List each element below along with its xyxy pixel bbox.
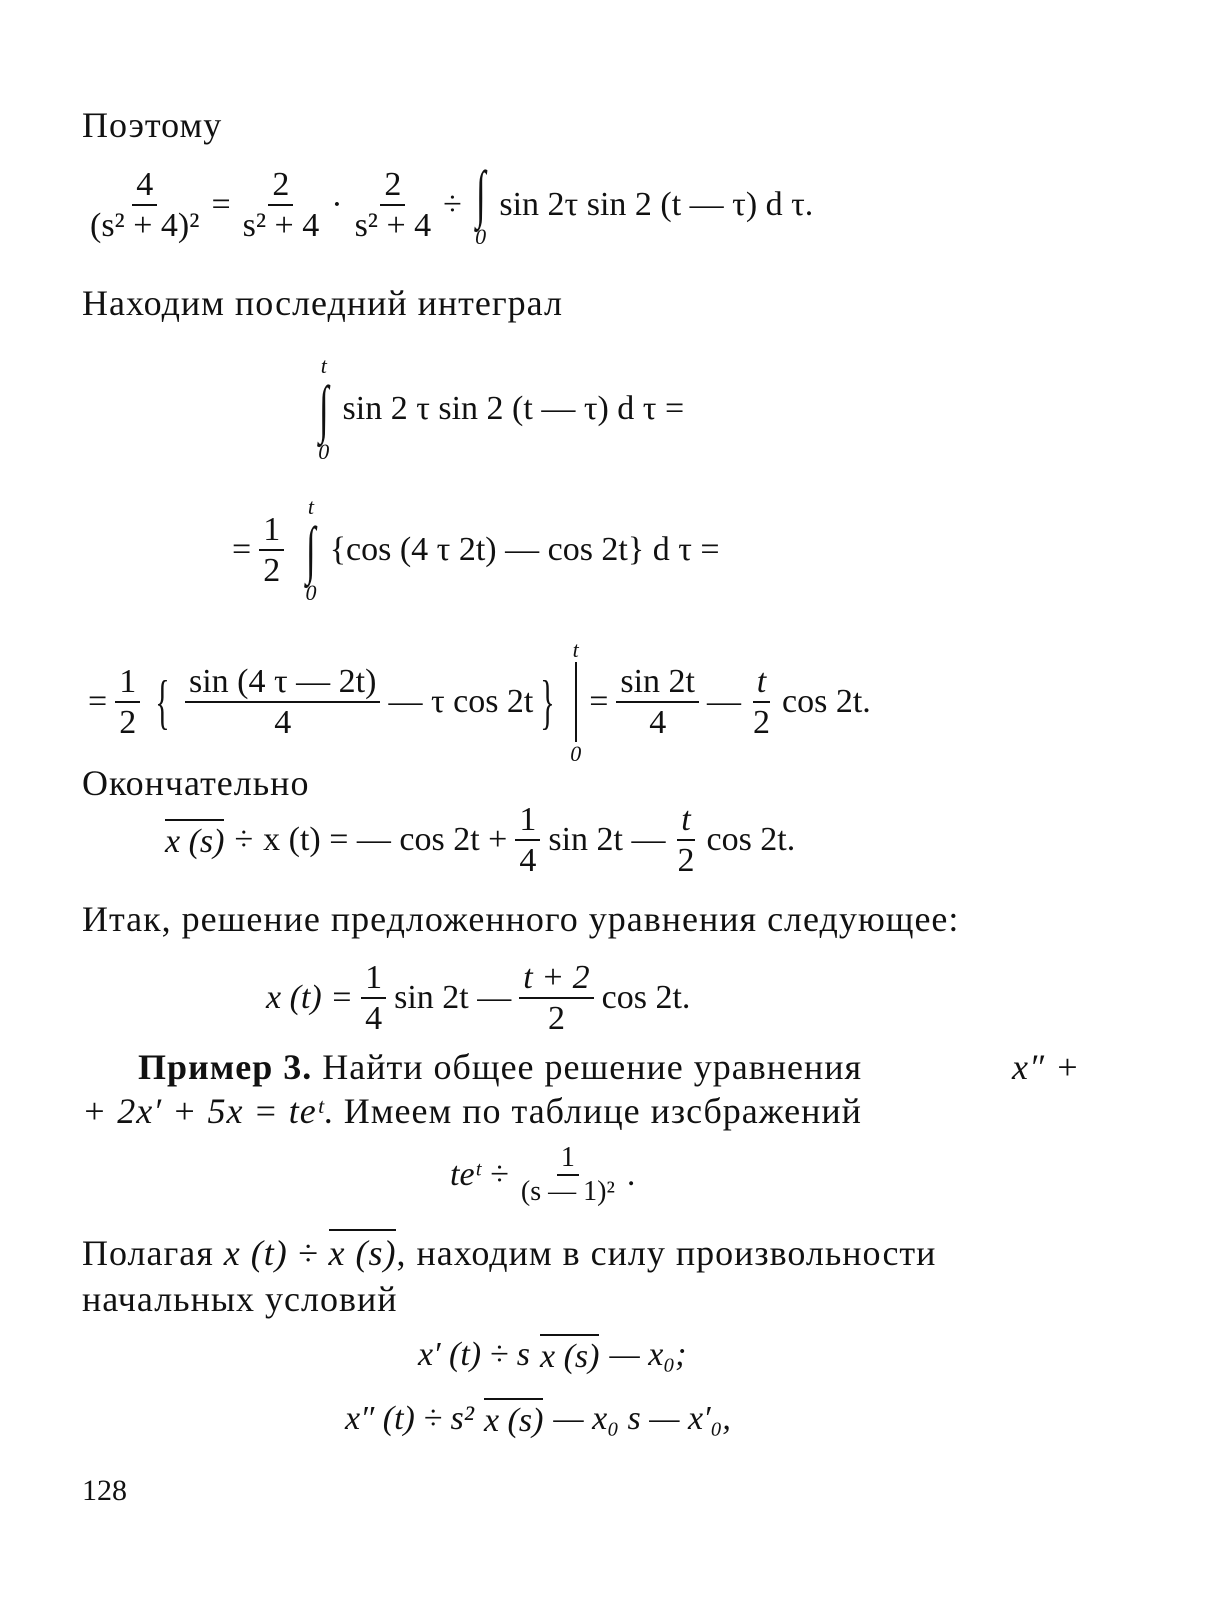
denominator: 4 xyxy=(649,704,667,742)
fraction-sin2t-over-4 xyxy=(616,662,699,742)
equation-rest: + 2x′ + 5x = teᵗ xyxy=(82,1091,324,1131)
denominator: 2 xyxy=(119,704,137,742)
numerator: 1 xyxy=(115,662,140,703)
equation-convolution: $\frac{4}{\text{(s² + 4)²}}$ = $\frac{2}{\text{s² + 4}}$ · $\frac{2}{\text{s² + 4}}$ ÷ ∫ 0 sin 2τ sin 2 (t — τ) d τ. xyxy=(78,162,813,248)
equals-sign: = xyxy=(211,186,231,223)
polagaya-rest: , находим в силу произвольности xyxy=(396,1233,937,1273)
numerator: sin (4 τ — 2t) xyxy=(185,662,380,703)
denominator: 4 xyxy=(519,842,537,880)
numerator: 1 xyxy=(515,800,540,841)
te-t: teᵗ xyxy=(450,1156,481,1194)
fraction-t-over-2 xyxy=(749,662,774,742)
left-brace: { xyxy=(155,669,170,736)
xt-expression: x (t) = — cos 2t + xyxy=(263,821,508,859)
lower-limit: 0 xyxy=(318,439,330,464)
fraction-half xyxy=(259,510,284,590)
equation-integral-2 xyxy=(232,496,720,604)
xt-corr: x (t) ÷ xyxy=(223,1233,319,1273)
denominator: (s — 1)² xyxy=(520,1176,615,1208)
fraction-sin4 xyxy=(185,662,380,742)
example-equation-start: x″ + xyxy=(1012,1047,1081,1087)
word-polagaya: Полагая xyxy=(82,1233,214,1273)
fraction-2-over-s2p4-b xyxy=(351,165,436,245)
table-text: . Имеем по таблице изсбражений xyxy=(323,1091,862,1131)
numerator: 1 xyxy=(259,510,284,551)
numerator: 1 xyxy=(361,958,386,999)
word-poetomu: Поэтому xyxy=(82,105,223,145)
page-number: 128 xyxy=(82,1474,127,1507)
overlined-xs: x (s) xyxy=(484,1398,543,1440)
numerator: 2 xyxy=(380,165,405,206)
integral-symbol: ∫ xyxy=(318,373,329,444)
denominator: s² + 4 xyxy=(242,207,320,244)
example-label: Пример 3. xyxy=(138,1047,313,1087)
example-3-line-1 xyxy=(138,1046,862,1088)
correspondence-sign: ÷ xyxy=(490,1156,509,1194)
denominator: 2 xyxy=(263,552,281,589)
denominator: 4 xyxy=(274,704,292,742)
sin-term: sin 2t — xyxy=(548,821,666,859)
example-text: Найти общее решение уравнения xyxy=(322,1047,863,1087)
equation-x-double-prime xyxy=(345,1398,731,1440)
right-brace: } xyxy=(540,669,555,736)
overlined-xs: x (s) xyxy=(540,1334,599,1376)
integral-symbol: ∫ xyxy=(306,514,316,585)
equals-sign: = xyxy=(232,531,252,568)
text-nakhodim: Находим последний интеграл xyxy=(82,283,563,323)
denominator: 2 xyxy=(547,1000,565,1038)
equation-image xyxy=(450,1142,635,1208)
numerator: t xyxy=(753,662,770,703)
integral-sign xyxy=(302,496,320,604)
numerator: t xyxy=(677,800,694,841)
lower-limit: 0 xyxy=(305,580,317,605)
integral-sign xyxy=(315,355,333,463)
minus-x0-s: — x₀ s — x′₀, xyxy=(553,1400,731,1437)
text-polagaya-line xyxy=(82,1232,936,1274)
integrand: sin 2τ sin 2 (t — τ) d τ. xyxy=(499,186,814,223)
fraction-t-plus-2-over-2 xyxy=(519,958,593,1038)
denominator: s² + 4 xyxy=(354,207,432,244)
integral-sign xyxy=(472,158,490,249)
numerator: 4 xyxy=(132,165,157,206)
example-3-line-2 xyxy=(82,1090,862,1132)
denominator: 4 xyxy=(365,1000,383,1038)
evaluation-bar xyxy=(570,638,581,766)
xdprime-expr: x″ (t) ÷ s² xyxy=(345,1400,474,1437)
fraction-4-over-s2p4sq xyxy=(86,165,203,245)
denominator: 2 xyxy=(753,704,770,742)
xprime-expr: x′ (t) ÷ s xyxy=(418,1336,531,1373)
equation-solution xyxy=(266,958,690,1038)
minus-sign: — xyxy=(707,683,741,721)
fraction-2-over-s2p4-a xyxy=(239,165,324,245)
xt-label: x (t) = xyxy=(266,979,354,1017)
numerator: sin 2t xyxy=(616,662,699,703)
equation-integral-3 xyxy=(88,638,871,766)
equals-sign: = xyxy=(589,683,609,721)
fraction-half xyxy=(115,662,140,742)
overlined-xs: x (s) xyxy=(165,819,224,861)
denominator: (s² + 4)² xyxy=(90,207,200,244)
equation-integral-1 xyxy=(305,355,684,463)
integrand: sin 2 τ sin 2 (t — τ) d τ = xyxy=(342,390,685,427)
text-itak: Итак, решение предложенного уравнения следующее: xyxy=(82,899,960,939)
fraction-1-over-s-minus-1-sq xyxy=(517,1142,619,1208)
dot: . xyxy=(626,1156,636,1194)
numerator: 2 xyxy=(268,165,293,206)
cos-term: cos 2t. xyxy=(706,821,796,859)
overlined-xs: x (s) xyxy=(329,1229,397,1273)
fraction-1-over-4 xyxy=(361,958,386,1038)
fraction-1-over-4 xyxy=(515,800,540,880)
correspondence-sign: ÷ xyxy=(234,821,254,859)
cos-term: cos 2t. xyxy=(782,683,871,721)
equation-x-prime xyxy=(418,1334,686,1376)
lower-limit: 0 xyxy=(570,741,582,767)
text-nachalnykh: начальных условий xyxy=(82,1279,398,1319)
word-okonchatelno: Окончательно xyxy=(82,763,310,803)
fraction-t-over-2 xyxy=(673,800,698,880)
sin-term: sin 2t — xyxy=(394,979,512,1017)
cos-term: cos 2t. xyxy=(601,979,691,1017)
upper-limit: t xyxy=(320,353,327,378)
tau-cos-term: — τ cos 2t xyxy=(388,683,534,721)
numerator: t + 2 xyxy=(519,958,593,999)
lower-limit: 0 xyxy=(475,224,487,249)
equation-final xyxy=(165,800,795,880)
integrand: {cos (4 τ 2t) — cos 2t} d τ = xyxy=(329,531,720,568)
upper-limit: t xyxy=(307,494,315,519)
integral-symbol: ∫ xyxy=(475,158,486,229)
correspondence-sign: ÷ xyxy=(443,186,462,223)
equals-sign: = xyxy=(88,683,108,721)
minus-x0: — x₀; xyxy=(609,1336,687,1373)
denominator: 2 xyxy=(677,842,695,880)
upper-limit: t xyxy=(572,637,579,662)
numerator: 1 xyxy=(557,1142,579,1176)
